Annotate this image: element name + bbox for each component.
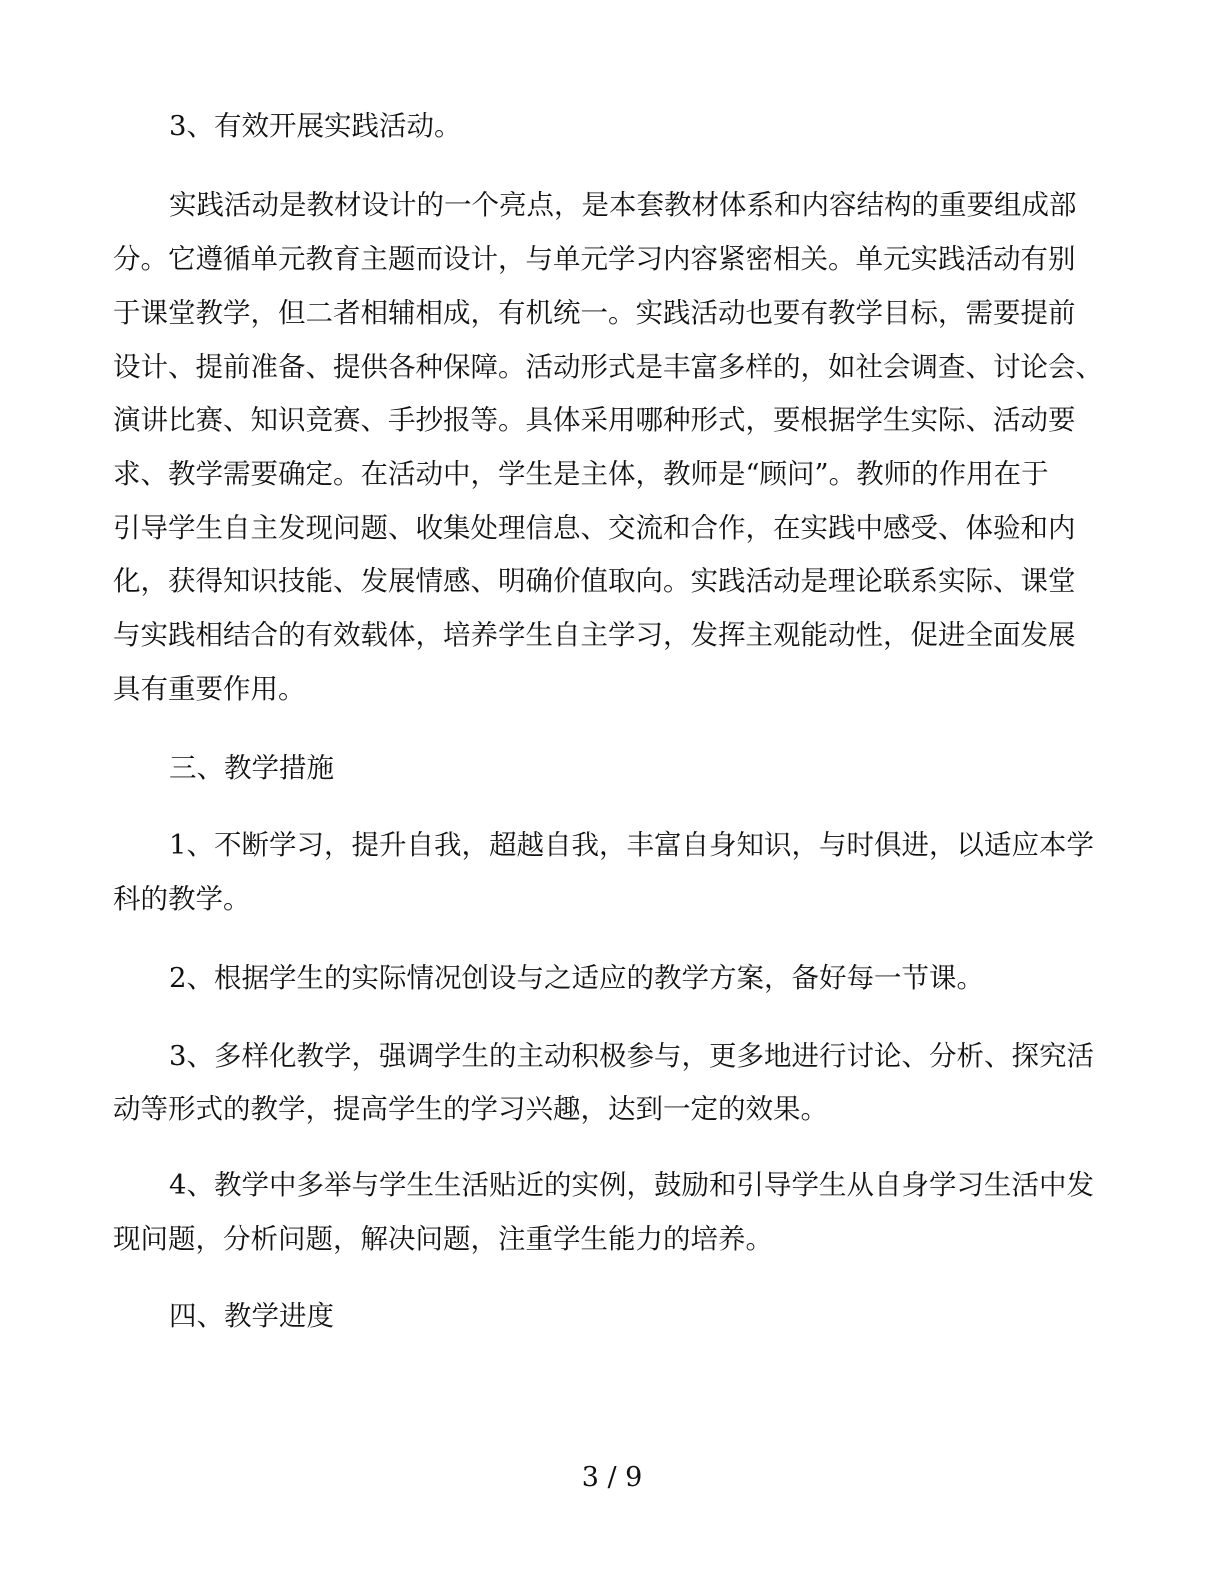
list-item-line: 3、多样化教学，强调学生的主动积极参与，更多地进行讨论、分析、探究活 [169,1040,1094,1072]
section-heading-teaching-measures: 三、教学措施 [169,752,334,784]
paragraph-line: 分。它遵循单元教育主题而设计，与单元学习内容紧密相关。单元实践活动有别 [113,243,1076,275]
list-item-line: 1、不断学习，提升自我，超越自我，丰富自身知识，与时俱进，以适应本学 [169,829,1094,861]
paragraph-line: 具有重要作用。 [113,673,306,705]
paragraph-line: 实践活动是教材设计的一个亮点，是本套教材体系和内容结构的重要组成部 [169,189,1077,221]
list-item-line: 科的教学。 [113,883,251,915]
list-item-line: 4、教学中多举与学生生活贴近的实例，鼓励和引导学生从自身学习生活中发 [169,1169,1094,1201]
paragraph-line: 于课堂教学，但二者相辅相成，有机统一。实践活动也要有教学目标，需要提前 [113,297,1076,329]
list-item-line: 动等形式的教学，提高学生的学习兴趣，达到一定的效果。 [113,1093,828,1125]
paragraph-line: 与实践相结合的有效载体，培养学生自主学习，发挥主观能动性，促进全面发展 [113,619,1076,651]
paragraph-line: 求、教学需要确定。在活动中，学生是主体，教师是“顾问”。教师的作用在于 [113,458,1049,490]
paragraph-line: 引导学生自主发现问题、收集处理信息、交流和合作，在实践中感受、体验和内 [113,512,1076,544]
list-item-line: 2、根据学生的实际情况创设与之适应的教学方案，备好每一节课。 [169,962,984,994]
page-number: 3 / 9 [581,1462,643,1493]
heading-practice-activities: 3、有效开展实践活动。 [169,110,462,142]
paragraph-line: 设计、提前准备、提供各种保障。活动形式是丰富多样的，如社会调查、讨论会、 [113,351,1103,383]
paragraph-line: 化，获得知识技能、发展情感、明确价值取向。实践活动是理论联系实际、课堂 [113,565,1076,597]
list-item-line: 现问题，分析问题，解决问题，注重学生能力的培养。 [113,1223,773,1255]
section-heading-teaching-schedule: 四、教学进度 [169,1300,334,1332]
paragraph-line: 演讲比赛、知识竞赛、手抄报等。具体采用哪种形式，要根据学生实际、活动要 [113,404,1076,436]
